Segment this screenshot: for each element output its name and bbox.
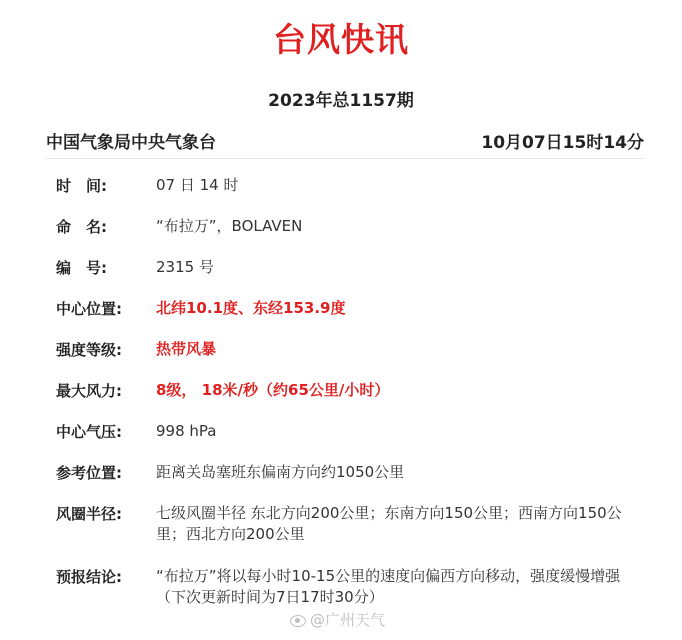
watermark [290, 609, 385, 630]
field-value: 热带风暴 [156, 340, 217, 358]
field-label: 中心位置: [56, 300, 122, 318]
field-value: 998 hPa [156, 422, 217, 440]
field-label: 中心气压: [56, 423, 122, 441]
header-row [46, 128, 644, 159]
forecast-text: “布拉万”将以每小时10-15公里的速度向偏西方向移动，强度缓慢增强 [156, 567, 621, 585]
field-value: 2315 号 [156, 258, 214, 276]
field-value [156, 566, 636, 608]
issued-time: 10月07日15时14分 [481, 133, 644, 153]
field-value: 8级， 18米/秒（约65公里/小时） [156, 381, 390, 399]
issue-number: 2023年总1157期 [268, 91, 414, 111]
field-value: 七级风圈半径 东北方向200公里；东南方向150公里；西南方向150公里；西北方向200公里 [156, 504, 622, 543]
weibo-icon [290, 615, 306, 627]
field-value: “布拉万”，BOLAVEN [156, 217, 303, 235]
watermark-text: @广州天气 [310, 611, 386, 629]
field-value: 北纬10.1度、东经153.9度 [156, 299, 346, 317]
page-title: 台风快讯 [273, 20, 409, 59]
field-label: 风圈半径: [56, 505, 122, 523]
field-label: 强度等级: [56, 341, 122, 359]
field-label: 最大风力: [56, 382, 122, 400]
field-value: 距离关岛塞班东偏南方向约1050公里 [156, 463, 405, 481]
field-label: 参考位置: [56, 464, 122, 482]
field-value: 07 日 14 时 [156, 176, 239, 194]
field-label: 命 名: [56, 218, 107, 236]
field-label: 时 间: [56, 177, 107, 195]
field-label: 编 号: [56, 259, 107, 277]
agency-name: 中国气象局中央气象台 [46, 133, 216, 153]
forecast-note: （下次更新时间为7日17时30分） [156, 588, 384, 606]
field-label: 预报结论: [56, 568, 122, 586]
